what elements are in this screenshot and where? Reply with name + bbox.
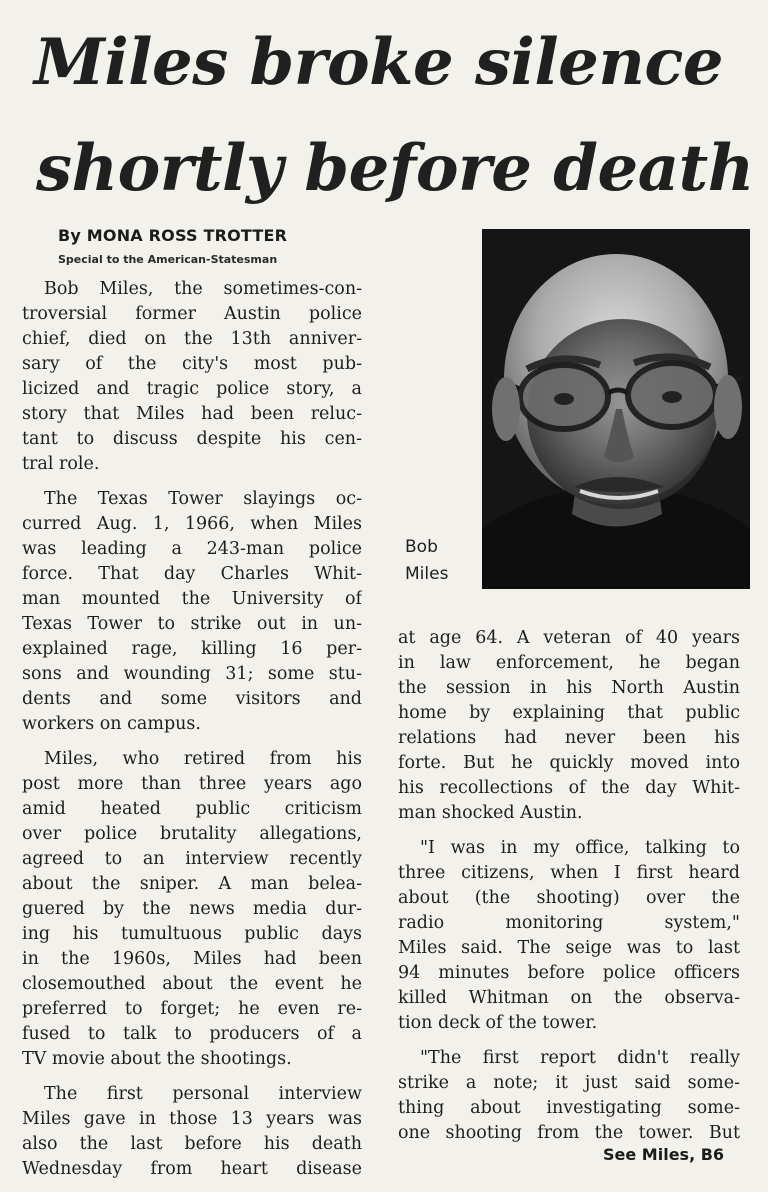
right-column-paragraph xyxy=(398,836,740,1036)
text-line: chief, died on the 13th anniver- xyxy=(22,329,362,349)
text-line: dents and some visitors and xyxy=(22,689,362,709)
portrait-photo xyxy=(482,229,750,589)
text-line: also the last before his death xyxy=(22,1134,362,1154)
headline-line-2: shortly before death xyxy=(36,131,754,206)
text-line: home by explaining that public xyxy=(398,703,740,723)
article-column-left xyxy=(22,277,362,1192)
text-line: thing about investigating some- xyxy=(398,1098,740,1118)
caption-last-name: Miles xyxy=(405,564,449,584)
text-line: TV movie about the shootings. xyxy=(22,1049,292,1069)
text-line: closemouthed about the event he xyxy=(22,974,362,994)
text-line: in the 1960s, Miles had been xyxy=(22,949,362,969)
text-line: "The first report didn't really xyxy=(420,1048,740,1068)
left-column-paragraph xyxy=(22,1082,362,1182)
text-line: about (the shooting) over the xyxy=(398,888,740,908)
byline-credit: Special to the American-Statesman xyxy=(58,253,278,266)
text-line: sons and wounding 31; some stu- xyxy=(22,664,362,684)
text-line: "I was in my office, talking to xyxy=(420,838,740,858)
text-line: troversial former Austin police xyxy=(22,304,362,324)
text-line: sary of the city's most pub- xyxy=(22,354,362,374)
left-column-paragraph xyxy=(22,277,362,477)
byline: By MONA ROSS TROTTER xyxy=(58,226,288,245)
text-line: the session in his North Austin xyxy=(398,678,740,698)
text-line: man shocked Austin. xyxy=(398,803,583,823)
text-line: in law enforcement, he began xyxy=(398,653,740,673)
caption-first-name: Bob xyxy=(405,537,438,557)
text-line: at age 64. A veteran of 40 years xyxy=(398,628,740,648)
text-line: radio monitoring system," xyxy=(398,913,740,933)
text-line: fused to talk to producers of a xyxy=(22,1024,362,1044)
text-line: one shooting from the tower. But xyxy=(398,1123,740,1143)
text-line: guered by the news media dur- xyxy=(22,899,362,919)
headline xyxy=(22,10,752,222)
text-line: Bob Miles, the sometimes-con- xyxy=(44,279,362,299)
text-line: Texas Tower to strike out in un- xyxy=(22,614,362,634)
text-line: preferred to forget; he even re- xyxy=(22,999,362,1019)
text-line: tral role. xyxy=(22,454,100,474)
continued-jump-line: See Miles, B6 xyxy=(603,1145,725,1164)
text-line: curred Aug. 1, 1966, when Miles xyxy=(22,514,362,534)
headline-line-1: Miles broke silence xyxy=(34,25,724,100)
text-line: over police brutality allegations, xyxy=(22,824,362,844)
text-line: tion deck of the tower. xyxy=(398,1013,598,1033)
portrait-image xyxy=(482,229,750,589)
text-line: strike a note; it just said some- xyxy=(398,1073,740,1093)
text-line: was leading a 243-man police xyxy=(22,539,362,559)
text-line: story that Miles had been reluc- xyxy=(22,404,362,424)
text-line: relations had never been his xyxy=(398,728,740,748)
article-column-right xyxy=(398,626,740,1156)
text-line: amid heated public criticism xyxy=(22,799,362,819)
photo-caption xyxy=(405,534,448,588)
text-line: The Texas Tower slayings oc- xyxy=(44,489,362,509)
text-line: Miles, who retired from his xyxy=(44,749,362,769)
text-line: explained rage, killing 16 per- xyxy=(22,639,362,659)
text-line: killed Whitman on the observa- xyxy=(398,988,740,1008)
text-line: workers on campus. xyxy=(22,714,201,734)
text-line: about the sniper. A man belea- xyxy=(22,874,362,894)
left-column-paragraph xyxy=(22,747,362,1072)
right-column-paragraph xyxy=(398,1046,740,1146)
text-line: Miles gave in those 13 years was xyxy=(22,1109,362,1129)
text-line: Wednesday from heart disease xyxy=(22,1159,362,1179)
text-line: man mounted the University of xyxy=(22,589,362,609)
text-line: The first personal interview xyxy=(44,1084,362,1104)
left-column-paragraph xyxy=(22,487,362,737)
text-line: ing his tumultuous public days xyxy=(22,924,362,944)
text-line: force. That day Charles Whit- xyxy=(22,564,362,584)
right-column-paragraph xyxy=(398,626,740,826)
text-line: tant to discuss despite his cen- xyxy=(22,429,362,449)
text-line: forte. But he quickly moved into xyxy=(398,753,740,773)
text-line: three citizens, when I first heard xyxy=(398,863,740,883)
text-line: agreed to an interview recently xyxy=(22,849,362,869)
text-line: 94 minutes before police officers xyxy=(398,963,740,983)
text-line: his recollections of the day Whit- xyxy=(398,778,740,798)
text-line: licized and tragic police story, a xyxy=(22,379,362,399)
text-line: post more than three years ago xyxy=(22,774,362,794)
text-line: Miles said. The seige was to last xyxy=(398,938,740,958)
